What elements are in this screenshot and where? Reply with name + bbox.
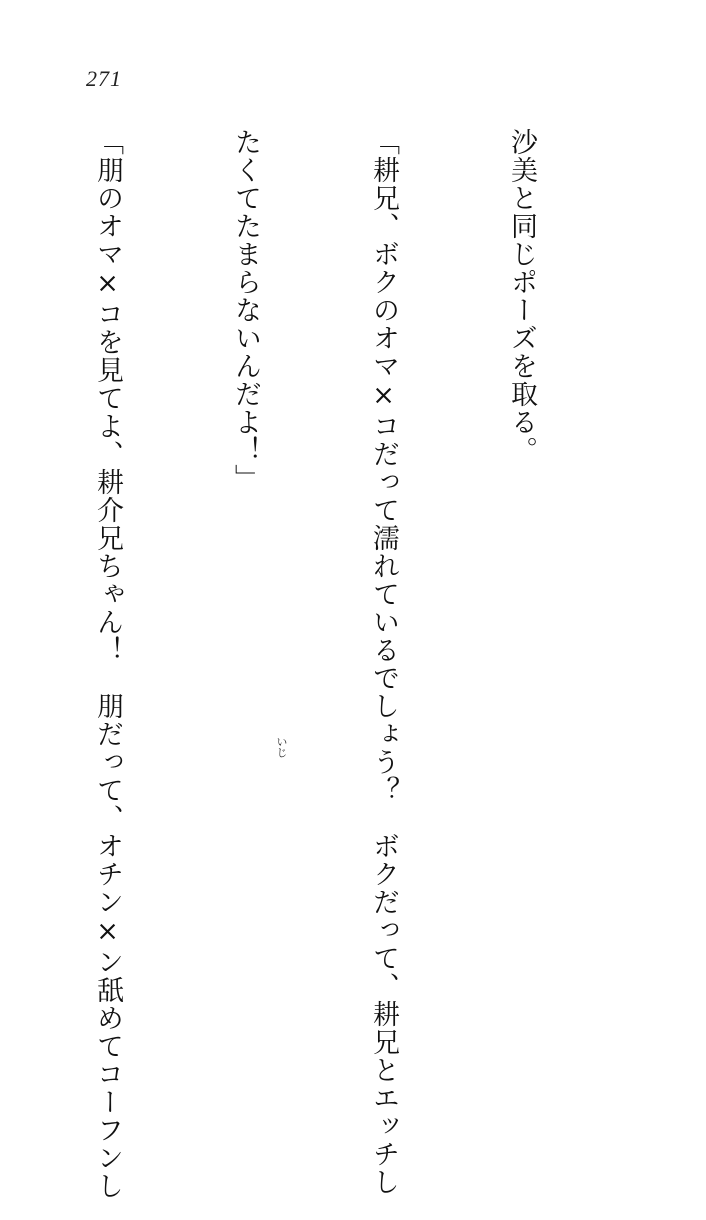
page-number: 271 — [86, 66, 122, 91]
text-line: たくてたまらないんだよ！」 — [230, 128, 261, 492]
text-line: 「耕兄、ボクのオマ×コだって濡れているでしょう？ ボクだって、耕兄とエッチし — [368, 128, 399, 1196]
text-line: 「朋のオマ×コを見てよ、耕介兄ちゃん！ 朋だって、オチン×ン舐めてコーフンし — [92, 128, 123, 1200]
text-line: 沙美と同じポーズを取る。 — [506, 128, 537, 464]
furigana-annotation: いじ — [275, 736, 288, 758]
vertical-text-block — [0, 128, 636, 1200]
